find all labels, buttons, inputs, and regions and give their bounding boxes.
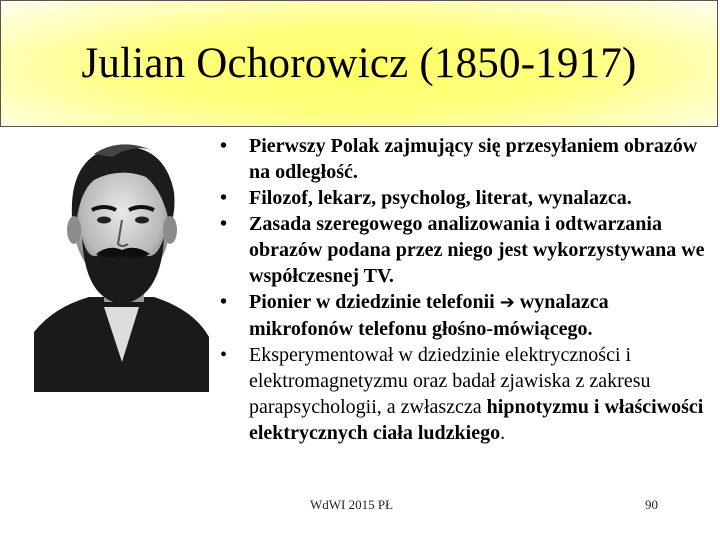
bullet-text: . (500, 422, 506, 444)
bullet-item: • Zasada szeregowego analizowania i odtwarzania obrazów podana przez niego jest wykorzystywana we współczesnej TV. (216, 211, 716, 289)
bullet-text: Pionier w dziedzinie telefonii (249, 291, 495, 313)
bullet-text: wynalazca mikrofonów telefonu głośno-mówiącego. (249, 291, 609, 340)
bullet-item (216, 289, 716, 342)
right-arrow-icon: ➔ (499, 292, 515, 313)
bullet-list (216, 133, 716, 446)
title-box (0, 0, 718, 127)
footer-text: WdWI 2015 PŁ (310, 497, 394, 512)
portrait-image (34, 132, 209, 392)
bullet-item (216, 342, 716, 446)
slide-title: Julian Ochorowicz (1850-1917) (81, 40, 637, 87)
bullet-text-bold: hipnotyzmu i właściwości elektrycznych ciała ludzkiego (249, 396, 704, 444)
page-number: 90 (645, 497, 658, 512)
bullet-item: • Filozof, lekarz, psycholog, literat, wynalazca. (216, 185, 716, 211)
bullet-item: • Pierwszy Polak zajmujący się przesyłaniem obrazów na odległość. (216, 133, 716, 185)
bullet-text: Eksperymentował w dziedzinie elektryczności i elektromagnetyzmu oraz badał zjawiska z zakresu parapsychologii, a zwłaszcza (249, 344, 651, 418)
